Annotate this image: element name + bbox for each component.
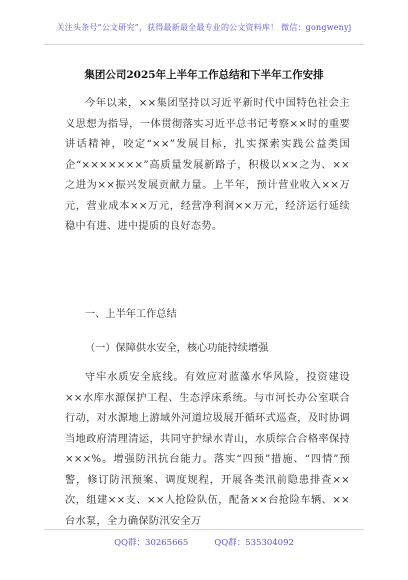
document-title: 集团公司2025年上半年工作总结和下半年工作安排 [84,69,324,81]
subsection-heading: （一）保障供水安全，核心功能持续增强 [85,343,269,354]
footer-qq-group-1: QQ群：30265665 [114,538,189,548]
header-note: 关注头条号“公文研究”，获得最新最全最专业的公文资料库！ 微信：gongwenyj [56,23,352,32]
footer [0,536,408,548]
header-divider [44,44,364,45]
intro-paragraph: 今年以来，××集团坚持以习近平新时代中国特色社会主义思想为指导，一体贯彻落实习近平总书记考察××时的重要讲话精神，咬定“××”发展目标，扎实探索实践公益类国企“×××××××”高质量发展新路子，积极以××之为、××之进为××振兴发展贡献力量。上半年，预计营业收入××万元，营业成本××万元，经营净利润××万元，经济运行延续稳中有进、进中提质的良好态势。 [65,98,350,232]
section-heading: 一、上半年工作总结 [85,309,177,320]
body-paragraph: 守牢水质安全底线。有效应对蓝藻水华风险，投资建设××水库水源保护工程、生态浮床系统。与市河长办公室联合行动，对水源地上游域外河道垃圾展开循环式巡查，及时协调当地政府清理清运，共同守护绿水青山，水质综合合格率保持×××%。增强防汛抗台能力。落实“四预”措施、“四情”预警，修订防汛预案、调度规程，开展各类汛前隐患排查××次，组建××支、××人抢险队伍，配备××台抢险车辆、××台水泵，全力确保防汛安全万 [65,372,350,527]
footer-qq-group-2: QQ群：535304092 [214,538,294,548]
footer-divider [44,529,364,530]
